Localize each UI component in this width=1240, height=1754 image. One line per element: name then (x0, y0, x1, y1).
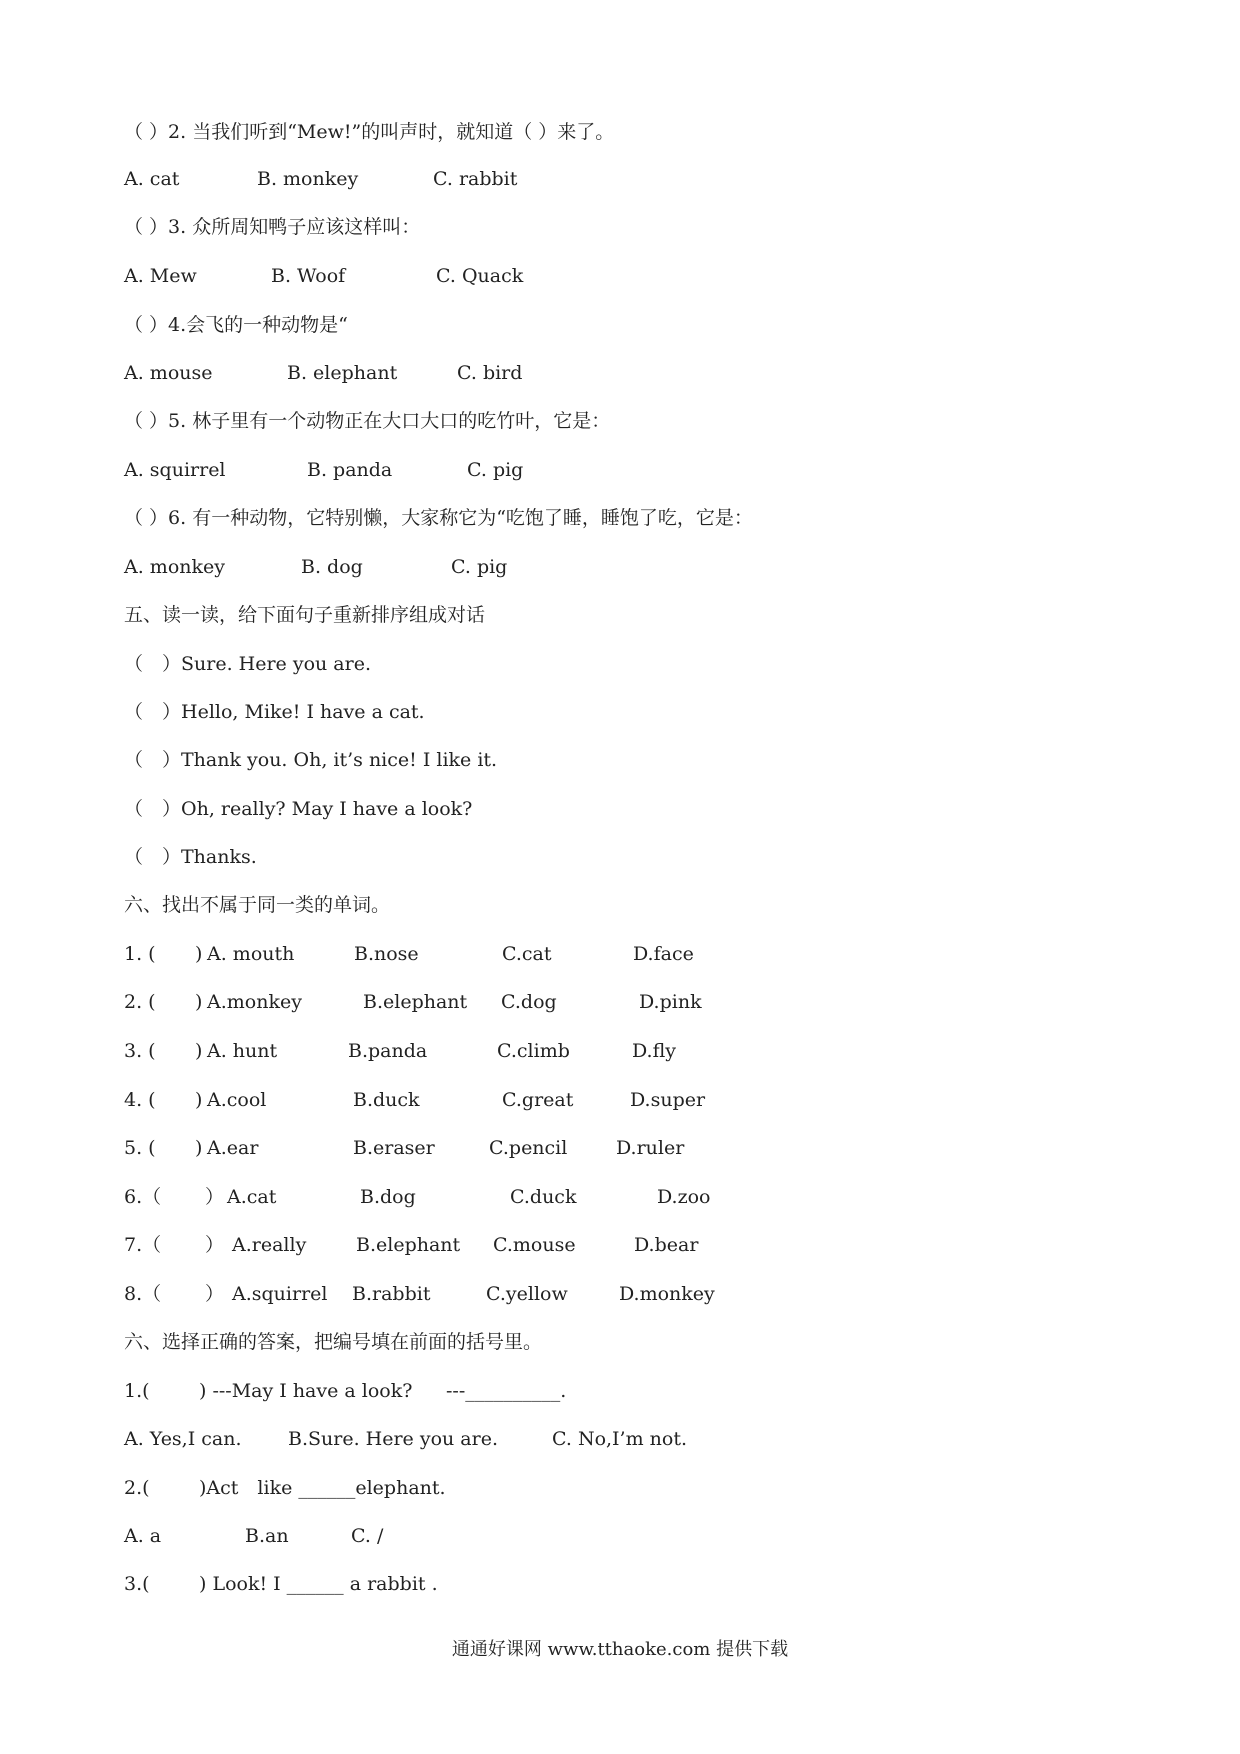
q4-option-a: A. mouse (124, 362, 213, 384)
q5-option-a: A. squirrel (124, 459, 226, 481)
odd-one-row-6-c: C.duck (510, 1186, 577, 1208)
q5-option-c: C. pig (467, 459, 524, 481)
dialogue-line-3: （ ）Thank you. Oh, it’s nice! I like it. (124, 749, 498, 771)
odd-one-row-5-num: 5. ( (124, 1137, 156, 1159)
odd-one-row-6-b: B.dog (360, 1186, 416, 1208)
q6-option-c: C. pig (451, 556, 508, 578)
odd-one-row-4-num: 4. ( (124, 1089, 156, 1111)
mc-q2-num: 2.( (124, 1477, 150, 1499)
odd-one-row-2-paren: ) (195, 991, 203, 1013)
dialogue-line-5: （ ）Thanks. (124, 846, 257, 868)
odd-one-row-7-c: C.mouse (493, 1234, 576, 1256)
q3-option-a: A. Mew (124, 265, 197, 287)
page-footer: 通通好课网 www.tthaoke.com 提供下载 (451, 1639, 789, 1660)
odd-one-row-5-paren: ) (195, 1137, 203, 1159)
mc-q1-option-b: B.Sure. Here you are. (288, 1428, 498, 1450)
odd-one-row-3-d: D.fly (632, 1040, 677, 1062)
q4-option-b: B. elephant (287, 362, 398, 384)
dialogue-line-1: （ ）Sure. Here you are. (124, 653, 371, 675)
mc-q1-option-c: C. No,I’m not. (552, 1428, 687, 1450)
odd-one-row-7-num: 7.（ (124, 1234, 162, 1256)
odd-one-row-8-num: 8.（ (124, 1283, 162, 1305)
odd-one-row-3-num: 3. ( (124, 1040, 156, 1062)
odd-one-row-5-b: B.eraser (353, 1137, 435, 1159)
section-5-heading: 五、读一读，给下面句子重新排序组成对话 (124, 604, 486, 626)
odd-one-row-1-c: C.cat (502, 943, 552, 965)
odd-one-row-5-a: A.ear (207, 1137, 259, 1159)
q6-option-a: A. monkey (124, 556, 225, 578)
odd-one-row-1-a: A. mouth (207, 943, 295, 965)
mc-q2-option-c: C. / (351, 1525, 384, 1547)
odd-one-row-7-d: D.bear (634, 1234, 699, 1256)
q5-option-b: B. panda (307, 459, 393, 481)
odd-one-row-4-b: B.duck (353, 1089, 420, 1111)
odd-one-row-6-d: D.zoo (657, 1186, 711, 1208)
mc-q2-stem: )Act like ______elephant. (199, 1477, 446, 1499)
odd-one-row-2-d: D.pink (639, 991, 702, 1013)
q3-option-b: B. Woof (271, 265, 346, 287)
question-2-stem: （ ）2. 当我们听到“Mew!”的叫声时，就知道（ ）来了。 (124, 121, 615, 143)
q2-option-c: C. rabbit (433, 168, 518, 190)
odd-one-row-8-a: A.squirrel (232, 1283, 328, 1305)
question-6-stem: （ ）6. 有一种动物，它特别懒，大家称它为“吃饱了睡，睡饱了吃，它是： (124, 507, 753, 529)
odd-one-row-4-a: A.cool (207, 1089, 267, 1111)
odd-one-row-1-num: 1. ( (124, 943, 156, 965)
q2-option-a: A. cat (124, 168, 180, 190)
odd-one-row-2-a: A.monkey (207, 991, 302, 1013)
odd-one-row-2-b: B.elephant (363, 991, 468, 1013)
odd-one-row-6-a: A.cat (227, 1186, 277, 1208)
odd-one-row-7-b: B.elephant (356, 1234, 461, 1256)
odd-one-row-3-b: B.panda (348, 1040, 428, 1062)
odd-one-row-7-a: A.really (232, 1234, 307, 1256)
odd-one-row-4-c: C.great (502, 1089, 574, 1111)
odd-one-row-6-paren: ） (205, 1186, 225, 1208)
q4-option-c: C. bird (457, 362, 523, 384)
dialogue-line-4: （ ）Oh, really? May I have a look? (124, 798, 473, 820)
mc-q1-num: 1.( (124, 1380, 150, 1402)
question-4-stem: （ ）4.会飞的一种动物是“ (124, 314, 348, 336)
q2-option-b: B. monkey (257, 168, 359, 190)
odd-one-row-8-d: D.monkey (619, 1283, 715, 1305)
question-3-stem: （ ）3. 众所周知鸭子应该这样叫： (124, 216, 421, 238)
odd-one-row-8-b: B.rabbit (352, 1283, 431, 1305)
question-5-stem: （ ）5. 林子里有一个动物正在大口大口的吃竹叶，它是： (124, 410, 611, 432)
odd-one-row-2-c: C.dog (501, 991, 557, 1013)
odd-one-row-6-num: 6.（ (124, 1186, 162, 1208)
odd-one-row-4-paren: ) (195, 1089, 203, 1111)
q3-option-c: C. Quack (436, 265, 524, 287)
odd-one-row-5-d: D.ruler (616, 1137, 685, 1159)
odd-one-row-1-d: D.face (633, 943, 694, 965)
mc-q2-option-a: A. a (124, 1525, 162, 1547)
odd-one-row-3-paren: ) (195, 1040, 203, 1062)
odd-one-row-3-a: A. hunt (207, 1040, 278, 1062)
odd-one-row-4-d: D.super (630, 1089, 706, 1111)
mc-q1-option-a: A. Yes,I can. (124, 1428, 242, 1450)
q6-option-b: B. dog (301, 556, 363, 578)
section-6b-heading: 六、选择正确的答案，把编号填在前面的括号里。 (124, 1331, 543, 1353)
odd-one-row-2-num: 2. ( (124, 991, 156, 1013)
mc-q1-stem: ) ---May I have a look? (199, 1380, 413, 1402)
odd-one-row-1-paren: ) (195, 943, 203, 965)
mc-q3-num: 3.( (124, 1573, 150, 1595)
odd-one-row-8-paren: ） (205, 1283, 225, 1305)
odd-one-row-7-paren: ） (205, 1234, 225, 1256)
dialogue-line-2: （ ）Hello, Mike! I have a cat. (124, 701, 425, 723)
odd-one-row-8-c: C.yellow (486, 1283, 568, 1305)
mc-q3-stem: ) Look! I ______ a rabbit . (199, 1573, 438, 1595)
mc-q2-option-b: B.an (245, 1525, 289, 1547)
odd-one-row-3-c: C.climb (497, 1040, 570, 1062)
odd-one-row-1-b: B.nose (354, 943, 419, 965)
section-6a-heading: 六、找出不属于同一类的单词。 (124, 894, 391, 916)
odd-one-row-5-c: C.pencil (489, 1137, 568, 1159)
mc-q1-answer-blank: ---__________. (446, 1380, 567, 1402)
